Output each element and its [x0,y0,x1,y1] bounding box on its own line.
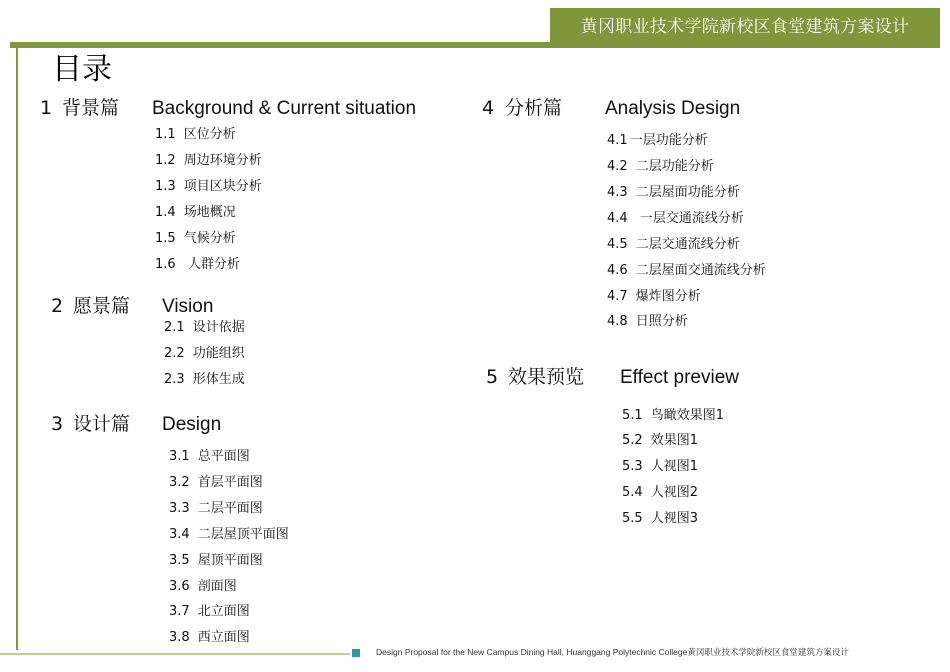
section-title-en: Background & Current situation [152,98,417,119]
toc-item-1-5[interactable]: 1.5 气候分析 [155,231,236,246]
toc-item-3-8[interactable]: 3.8 西立面图 [169,630,250,645]
section-title-en: Analysis Design [605,98,741,119]
toc-item-4-1[interactable]: 4.1 一层功能分析 [607,133,708,148]
left-rule [16,48,18,650]
section-number: 1 [40,97,53,119]
header-title-bar [550,8,940,46]
toc-item-5-1[interactable]: 5.1 鸟瞰效果图1 [622,408,724,423]
toc-item-2-3[interactable]: 2.3 形体生成 [164,372,245,387]
section-number: 4 [482,97,495,119]
section-number: 3 [51,413,64,435]
section-title-zh: 愿景篇 [73,295,131,317]
page-title: 目录 [52,52,112,87]
toc-item-5-4[interactable]: 5.4 人视图2 [622,485,698,500]
header-rule [10,42,550,48]
toc-item-4-8[interactable]: 4.8 日照分析 [607,314,688,329]
toc-item-2-1[interactable]: 2.1 设计依据 [164,320,245,335]
section-number: 5 [486,366,499,388]
toc-item-3-1[interactable]: 3.1 总平面图 [169,449,250,464]
toc-item-1-2[interactable]: 1.2 周边环境分析 [155,153,262,168]
toc-item-3-7[interactable]: 3.7 北立面图 [169,604,250,619]
header-underline [550,46,940,48]
header-title: 黄冈职业技术学院新校区食堂建筑方案设计 [580,17,910,37]
section-title-en: Effect preview [620,367,739,388]
toc-item-5-3[interactable]: 5.3 人视图1 [622,459,698,474]
section-title-zh: 分析篇 [505,97,563,119]
toc-item-1-4[interactable]: 1.4 场地概况 [155,205,236,220]
section-title-en: Vision [162,296,214,317]
toc-item-5-5[interactable]: 5.5 人视图3 [622,511,698,526]
toc-item-1-6[interactable]: 1.6 人群分析 [155,257,240,272]
toc-item-4-4[interactable]: 4.4 一层交通流线分析 [607,211,744,226]
section-title-zh: 背景篇 [62,97,120,119]
footer-rule [0,653,350,655]
toc-item-1-1[interactable]: 1.1 区位分析 [155,127,236,142]
toc-item-5-2[interactable]: 5.2 效果图1 [622,433,698,448]
toc-item-4-2[interactable]: 4.2 二层功能分析 [607,159,714,174]
toc-item-3-6[interactable]: 3.6 剖面图 [169,579,237,594]
section-title-zh: 设计篇 [73,413,131,435]
toc-item-4-7[interactable]: 4.7 爆炸图分析 [607,289,701,304]
toc-item-3-4[interactable]: 3.4 二层屋顶平面图 [169,527,289,542]
section-title-en: Design [162,414,222,435]
toc-item-4-6[interactable]: 4.6 二层屋面交通流线分析 [607,263,766,278]
toc-item-2-2[interactable]: 2.2 功能组织 [164,346,245,361]
section-title-zh: 效果预览 [508,366,585,388]
footer-square-icon [352,649,360,657]
toc-item-4-5[interactable]: 4.5 二层交通流线分析 [607,237,740,252]
toc-item-3-3[interactable]: 3.3 二层平面图 [169,501,263,516]
toc-item-1-3[interactable]: 1.3 项目区块分析 [155,179,262,194]
toc-item-3-5[interactable]: 3.5 屋顶平面图 [169,553,263,568]
section-number: 2 [51,295,64,317]
footer-caption: Design Proposal for the New Campus Dining Hall, Huanggang Polytechnic College黄冈职业技术学院新校区食堂建筑方案设计 [376,647,849,657]
toc-item-3-2[interactable]: 3.2 首层平面图 [169,475,263,490]
toc-item-4-3[interactable]: 4.3 二层屋面功能分析 [607,185,740,200]
